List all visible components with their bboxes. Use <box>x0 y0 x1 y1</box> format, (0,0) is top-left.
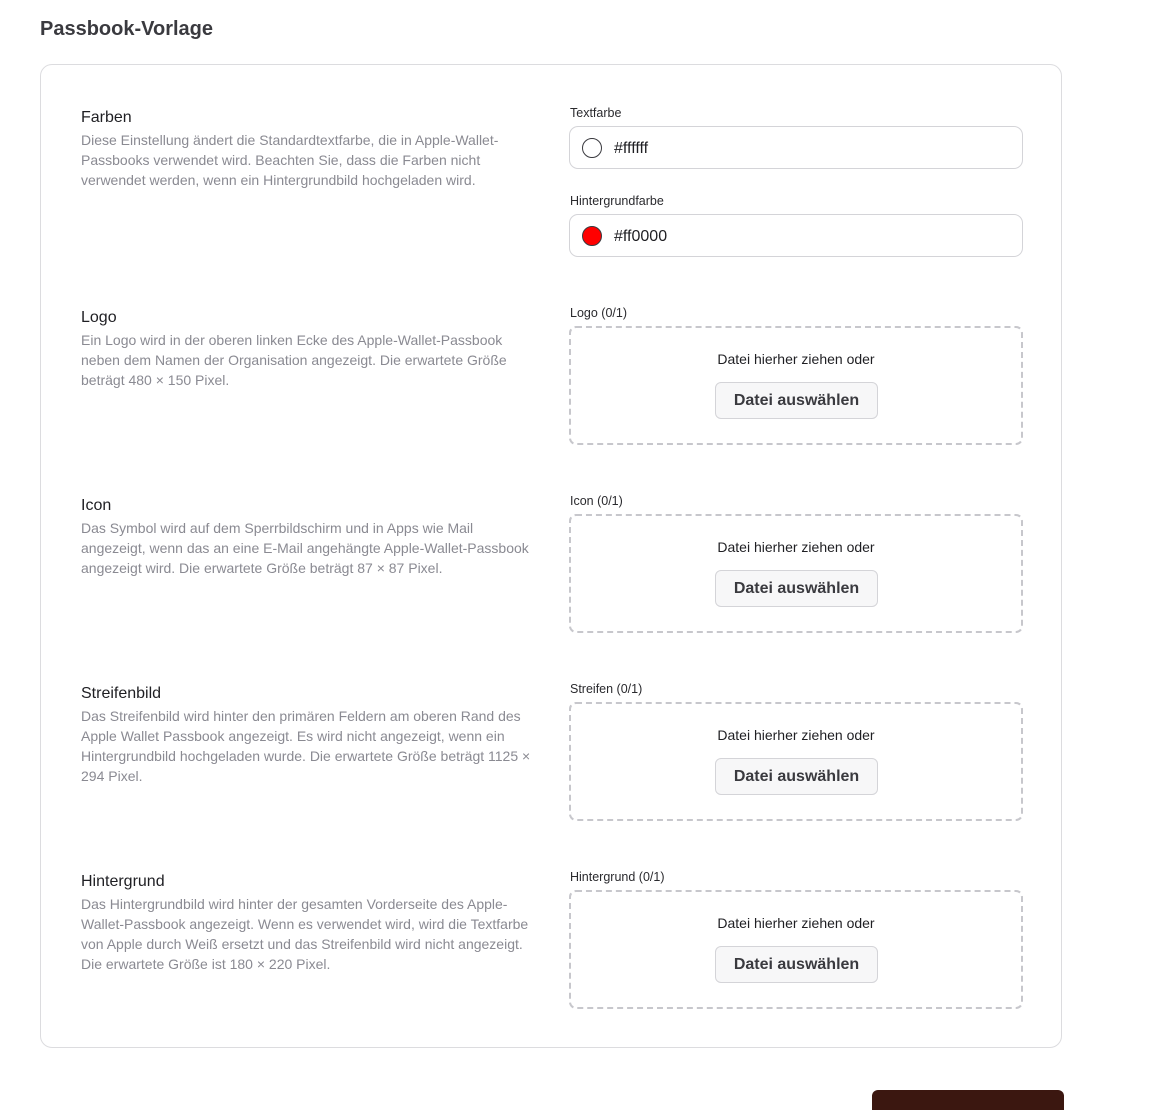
colors-description: Diese Einstellung ändert die Standardtextfarbe, die in Apple-Wallet-Passbooks verwendet wird. Beachten Sie, dass die Farben nicht verwendet werden, wenn ein Hintergrundbild hochgeladen wird. <box>81 132 499 188</box>
text-color-label: Textfarbe <box>570 106 622 120</box>
background-color-value[interactable]: #ff0000 <box>614 228 668 245</box>
passbook-template-card <box>40 64 1062 1048</box>
background-upload-label: Hintergrund (0/1) <box>570 870 665 884</box>
icon-choose-file-button[interactable]: Datei auswählen <box>715 570 878 607</box>
background-choose-file-button[interactable]: Datei auswählen <box>715 946 878 983</box>
text-color-swatch[interactable] <box>582 138 602 158</box>
page-title: Passbook-Vorlage <box>40 18 214 40</box>
background-description-block <box>81 872 541 974</box>
strip-drop-text: Datei hierher ziehen oder <box>717 727 875 743</box>
icon-upload-label: Icon (0/1) <box>570 494 623 508</box>
colors-description-block <box>81 108 541 190</box>
logo-upload-label: Logo (0/1) <box>570 306 627 320</box>
strip-heading: Streifenbild <box>81 685 162 702</box>
icon-dropzone[interactable] <box>569 514 1023 633</box>
logo-description: Ein Logo wird in der oberen linken Ecke des Apple-Wallet-Passbook neben dem Namen der Organisation angezeigt. Die erwartete Größe beträgt 480 × 150 Pixel. <box>81 332 507 388</box>
background-color-input[interactable] <box>569 214 1023 257</box>
strip-upload-label: Streifen (0/1) <box>570 682 643 696</box>
icon-drop-text: Datei hierher ziehen oder <box>717 539 875 555</box>
logo-heading: Logo <box>81 309 117 326</box>
icon-description-block <box>81 496 541 578</box>
logo-description-block <box>81 308 541 390</box>
text-color-input[interactable] <box>569 126 1023 169</box>
logo-choose-file-button[interactable]: Datei auswählen <box>715 382 878 419</box>
icon-description: Das Symbol wird auf dem Sperrbildschirm und in Apps wie Mail angezeigt, wenn das an eine E-Mail angehängte Apple-Wallet-Passbook angezeigt wird. Die erwartete Größe beträgt 87 × 87 Pixel. <box>81 520 529 576</box>
strip-description-block <box>81 684 541 786</box>
strip-choose-file-button[interactable]: Datei auswählen <box>715 758 878 795</box>
background-color-swatch[interactable] <box>582 226 602 246</box>
background-drop-text: Datei hierher ziehen oder <box>717 915 875 931</box>
icon-heading: Icon <box>81 497 112 514</box>
background-color-label: Hintergrundfarbe <box>570 194 664 208</box>
background-description: Das Hintergrundbild wird hinter der gesamten Vorderseite des Apple-Wallet-Passbook angezeigt. Wenn es verwendet wird, wird die Textfarbe von Apple durch Weiß ersetzt und das Streifenbild wird nicht angezeigt. Die erwartete Größe ist 180 × 220 Pixel. <box>81 896 529 972</box>
background-dropzone[interactable] <box>569 890 1023 1009</box>
logo-drop-text: Datei hierher ziehen oder <box>717 351 875 367</box>
logo-dropzone[interactable] <box>569 326 1023 445</box>
strip-dropzone[interactable] <box>569 702 1023 821</box>
background-heading: Hintergrund <box>81 873 165 890</box>
colors-heading: Farben <box>81 109 132 126</box>
strip-description: Das Streifenbild wird hinter den primären Feldern am oberen Rand des Apple Wallet Passbook angezeigt. Es wird nicht angezeigt, wenn ein Hintergrundbild hochgeladen wurde. Die erwartete Größe beträgt 1125 × 294 Pixel. <box>81 708 531 784</box>
text-color-value[interactable]: #ffffff <box>614 140 649 157</box>
save-button[interactable] <box>872 1090 1064 1110</box>
